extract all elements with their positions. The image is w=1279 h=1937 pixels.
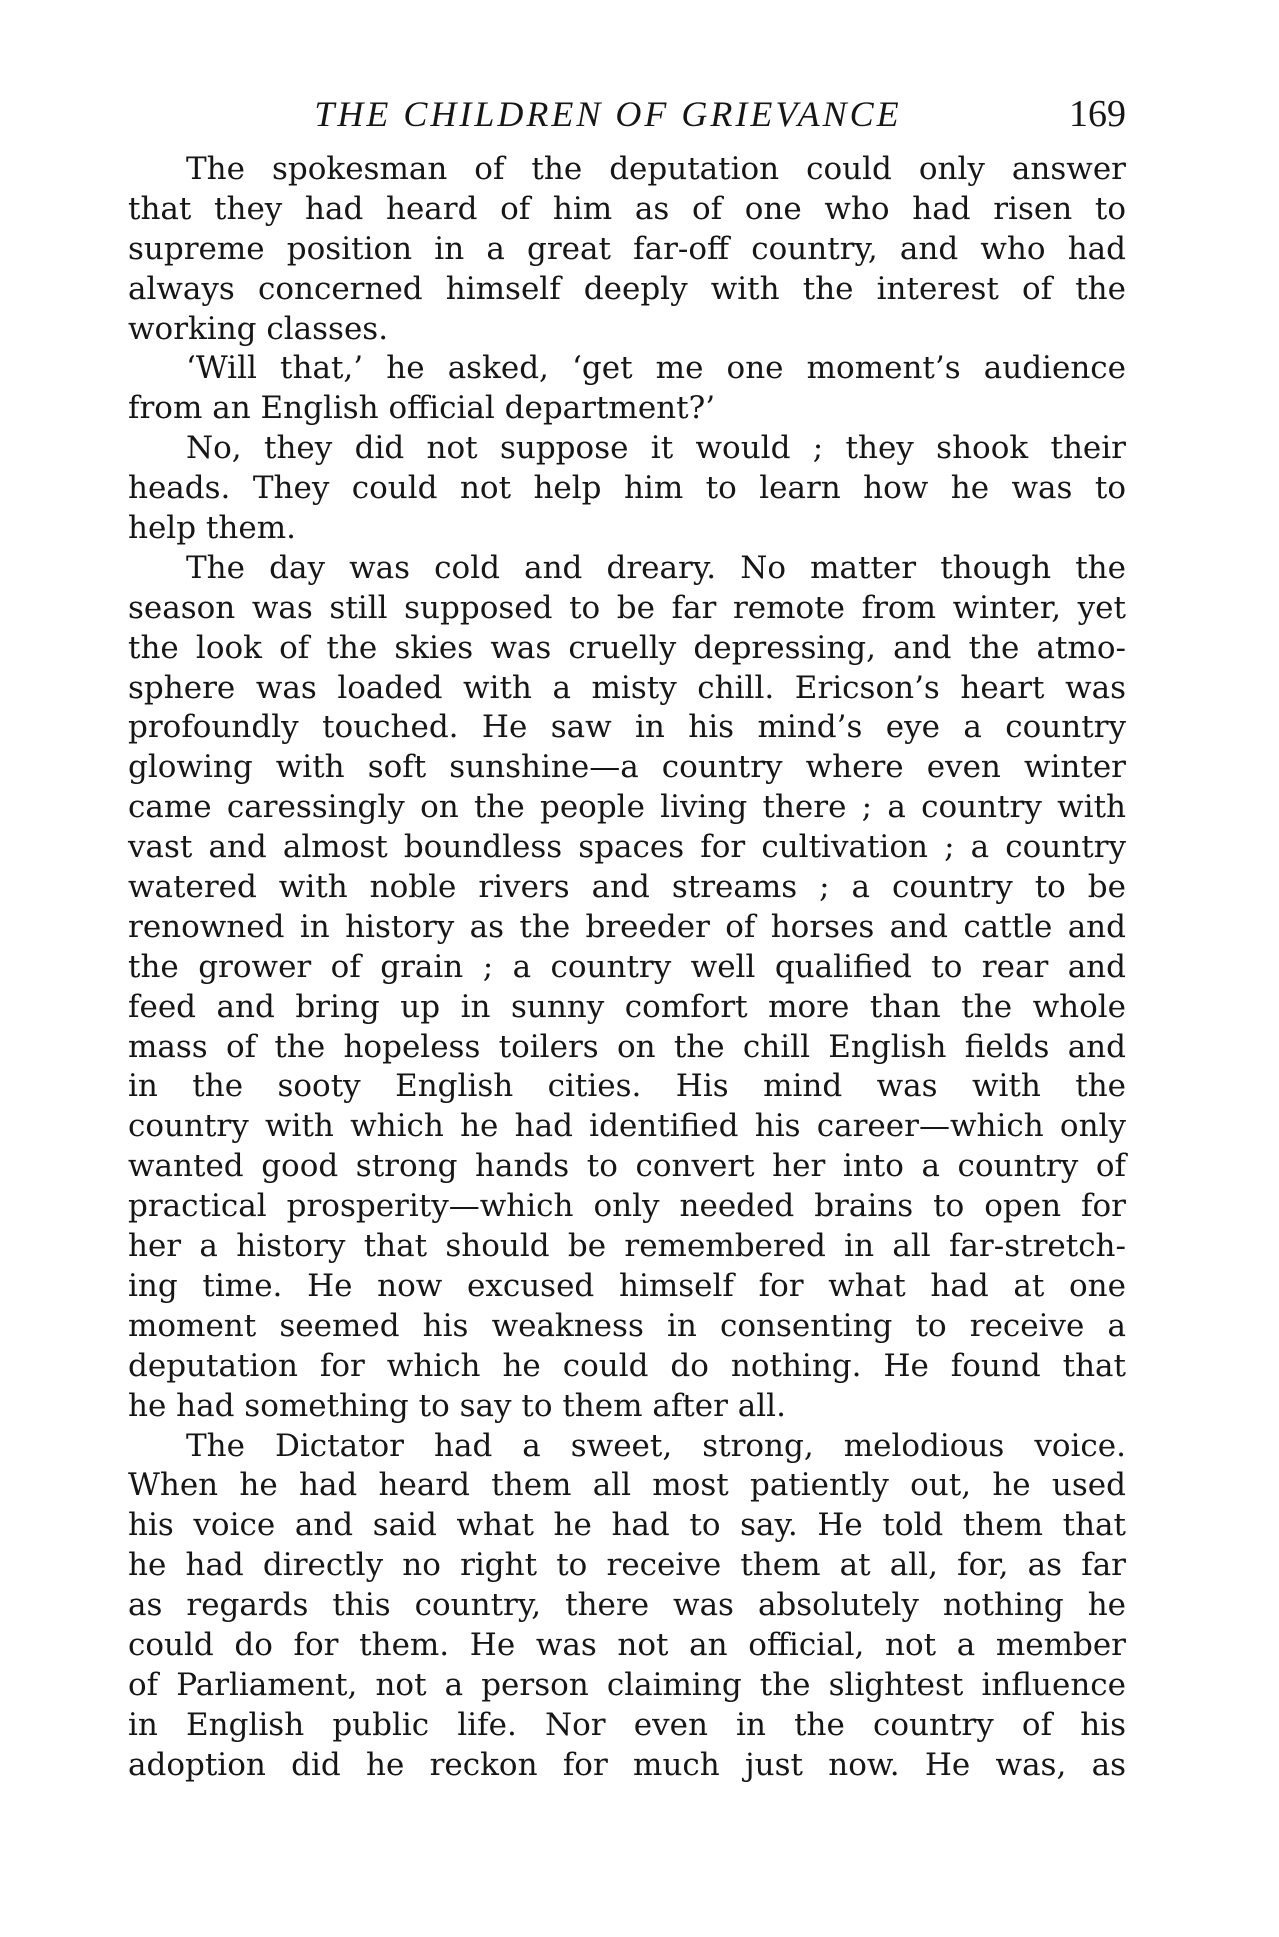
text-line: deputation for which he could do nothing. He found that bbox=[128, 1347, 1126, 1384]
text-line: When he had heard them all most patiently out, he used bbox=[128, 1467, 1126, 1504]
text-line: wanted good strong hands to convert her into a country of bbox=[128, 1148, 1126, 1185]
text-line: watered with noble rivers and streams ; a country to be bbox=[128, 869, 1126, 906]
text-line: The Dictator had a sweet, strong, melodious voice. bbox=[186, 1427, 1126, 1464]
text-line: feed and bring up in sunny comfort more than the whole bbox=[128, 988, 1126, 1025]
text-line: supreme position in a great far-off country, and who had bbox=[128, 230, 1126, 267]
text-line: The spokesman of the deputation could only answer bbox=[186, 151, 1126, 187]
text-line: moment seemed his weakness in consenting to receive a bbox=[128, 1307, 1126, 1344]
text-line: No, they did not suppose it would ; they shook their bbox=[186, 430, 1126, 467]
text-line: he had something to say to them after all. bbox=[128, 1387, 786, 1424]
text-line: renowned in history as the breeder of horses and cattle and bbox=[128, 908, 1126, 945]
running-title: THE CHILDREN OF GRIEVANCE bbox=[314, 94, 902, 134]
text-line: ing time. He now excused himself for what had at one bbox=[128, 1267, 1126, 1304]
text-line: glowing with soft sunshine—a country where even winter bbox=[128, 749, 1126, 786]
page-number: 169 bbox=[1069, 93, 1126, 135]
text-line: The day was cold and dreary. No matter though the bbox=[186, 549, 1126, 586]
text-line: heads. They could not help him to learn how he was to bbox=[128, 470, 1126, 507]
text-line: always concerned himself deeply with the interest of the bbox=[128, 270, 1126, 307]
text-line: came caressingly on the people living there ; a country with bbox=[128, 789, 1126, 826]
text-line: the look of the skies was cruelly depressing, and the atmo- bbox=[128, 629, 1126, 666]
text-line: working classes. bbox=[128, 310, 389, 347]
text-line: of Parliament, not a person claiming the slightest influence bbox=[128, 1666, 1126, 1703]
text-line: season was still supposed to be far remote from winter, yet bbox=[128, 589, 1126, 626]
text-line: as regards this country, there was absolutely nothing he bbox=[128, 1587, 1126, 1624]
text-line: the grower of grain ; a country well qualified to rear and bbox=[128, 948, 1126, 985]
text-line: in the sooty English cities. His mind was with the bbox=[128, 1068, 1126, 1105]
text-line: practical prosperity—which only needed brains to open for bbox=[128, 1188, 1126, 1225]
text-line: from an English official department?’ bbox=[128, 390, 716, 427]
text-line: vast and almost boundless spaces for cultivation ; a country bbox=[128, 829, 1126, 866]
text-line: help them. bbox=[128, 510, 296, 547]
body-text bbox=[128, 150, 1126, 1786]
text-line: could do for them. He was not an official, not a member bbox=[128, 1626, 1126, 1663]
text-line: country with which he had identified his career—which only bbox=[128, 1108, 1126, 1145]
text-line: he had directly no right to receive them at all, for, as far bbox=[128, 1547, 1126, 1584]
text-line: mass of the hopeless toilers on the chill English fields and bbox=[128, 1028, 1126, 1065]
text-line: her a history that should be remembered in all far-stretch- bbox=[128, 1228, 1126, 1265]
text-line: ‘Will that,’ he asked, ‘get me one moment’s audience bbox=[186, 350, 1126, 387]
text-line: profoundly touched. He saw in his mind’s eye a country bbox=[128, 709, 1126, 746]
text-line: in English public life. Nor even in the country of his bbox=[128, 1706, 1126, 1743]
text-line: sphere was loaded with a misty chill. Ericson’s heart was bbox=[128, 669, 1126, 706]
text-line: his voice and said what he had to say. He told them that bbox=[128, 1507, 1126, 1544]
text-line: that they had heard of him as of one who had risen to bbox=[128, 190, 1126, 227]
running-head bbox=[128, 92, 1126, 142]
text-line: adoption did he reckon for much just now. He was, as bbox=[128, 1746, 1126, 1783]
